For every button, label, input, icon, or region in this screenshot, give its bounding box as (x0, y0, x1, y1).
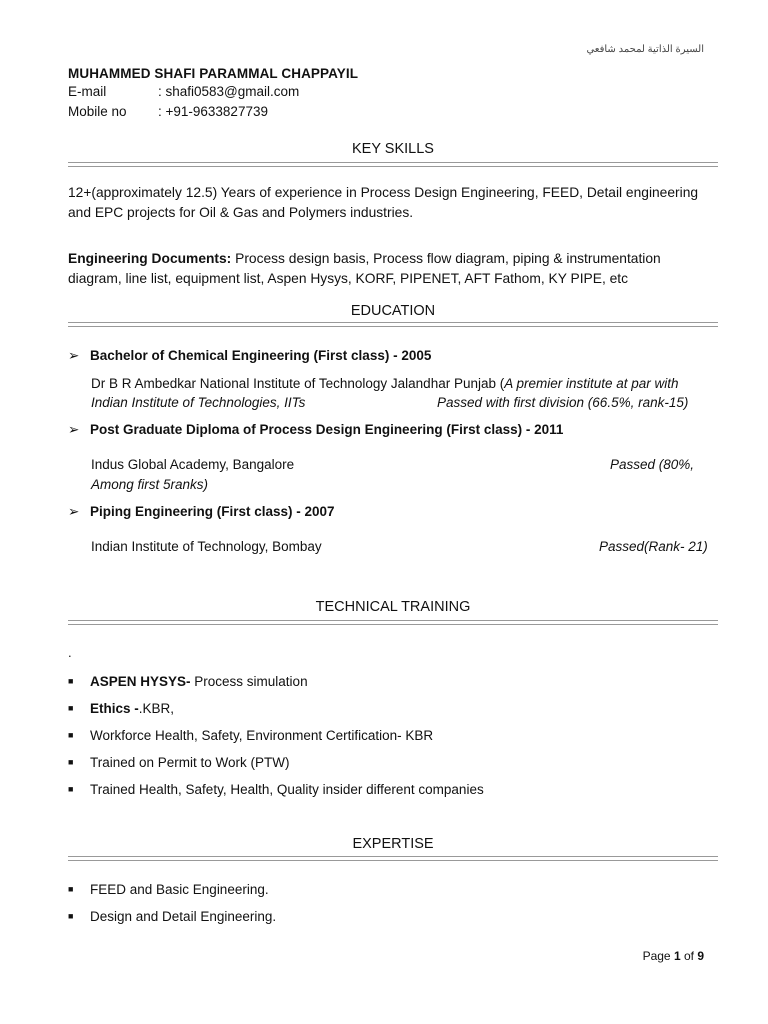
engineering-documents (68, 249, 705, 289)
education-item-heading (68, 348, 431, 364)
education-item-heading (68, 504, 335, 520)
stray-dot: . (68, 645, 72, 660)
email-value: : shafi0583@gmail.com (158, 84, 300, 99)
institution-line: Indian Institute of Technologies, IITs (91, 395, 306, 410)
page-of: of (680, 949, 698, 963)
arrow-bullet-icon: ➢ (68, 422, 80, 437)
square-bullet-icon: ■ (68, 730, 74, 740)
institution-line: Indus Global Academy, Bangalore (91, 457, 295, 472)
institution-line (91, 376, 679, 391)
technical-training-title: TECHNICAL TRAINING (315, 599, 471, 615)
expertise-text: Design and Detail Engineering. (90, 909, 277, 924)
institution-name: Dr B R Ambedkar National Institute of Technology Jalandhar Punjab ( (91, 376, 505, 391)
training-text: Workforce Health, Safety, Environment Certification- KBR (90, 728, 434, 743)
experience-summary (68, 183, 705, 223)
arabic-header-note: السيرة الذاتية لمحمد شافعي (586, 44, 704, 55)
square-bullet-icon: ■ (68, 757, 74, 767)
list-item (68, 701, 174, 716)
square-bullet-icon: ■ (68, 911, 74, 921)
education-title: EDUCATION (350, 303, 436, 319)
result-text: Passed with first division (66.5%, rank-15) (437, 395, 689, 410)
email-row (68, 84, 299, 99)
list-item (68, 909, 276, 924)
page-current: 1 (673, 949, 681, 963)
documents-line: diagram, line list, equipment list, Aspen Hysys, KORF, PIPENET, AFT Fathom, KY PIPE, etc (68, 271, 629, 286)
list-item (68, 755, 290, 770)
page-word: Page (642, 949, 674, 963)
institution-line: Indian Institute of Technology, Bombay (91, 539, 322, 554)
documents-text: Process design basis, Process flow diagram, piping & instrumentation (231, 251, 661, 266)
arrow-bullet-icon: ➢ (68, 348, 80, 363)
list-item (68, 728, 433, 743)
result-text: Among first 5ranks) (91, 477, 209, 492)
mobile-value: : +91-9633827739 (158, 104, 268, 119)
mobile-label: Mobile no (68, 104, 127, 119)
square-bullet-icon: ■ (68, 676, 74, 686)
page-number (643, 949, 704, 963)
candidate-name: MUHAMMED SHAFI PARAMMAL CHAPPAYIL (68, 66, 359, 81)
expertise-title: EXPERTISE (352, 836, 434, 852)
training-text: Trained on Permit to Work (PTW) (90, 755, 290, 770)
documents-label: Engineering Documents: (68, 251, 232, 266)
summary-line: and EPC projects for Oil & Gas and Polymers industries. (68, 205, 414, 220)
training-text: Process simulation (190, 674, 308, 689)
arrow-bullet-icon: ➢ (68, 504, 80, 519)
result-text: Passed (80%, (610, 457, 695, 472)
education-item-heading (68, 422, 563, 438)
square-bullet-icon: ■ (68, 784, 74, 794)
degree-title: Piping Engineering (First class) - 2007 (90, 504, 335, 519)
list-item (68, 674, 308, 689)
email-label: E-mail (68, 84, 107, 99)
expertise-text: FEED and Basic Engineering. (90, 882, 269, 897)
section-divider (68, 620, 718, 625)
square-bullet-icon: ■ (68, 884, 74, 894)
section-divider (68, 322, 718, 327)
mobile-row (68, 104, 268, 119)
training-text: Trained Health, Safety, Health, Quality insider different companies (90, 782, 484, 797)
list-item (68, 782, 484, 797)
institution-note: A premier institute at par with (504, 376, 679, 391)
documents-line (68, 249, 705, 269)
section-divider (68, 162, 718, 167)
training-name: Ethics - (90, 701, 139, 716)
degree-title: Post Graduate Diploma of Process Design Engineering (First class) - 2011 (90, 422, 564, 437)
key-skills-title: KEY SKILLS (352, 141, 434, 157)
list-item (68, 882, 269, 897)
square-bullet-icon: ■ (68, 703, 74, 713)
training-name: ASPEN HYSYS- (90, 674, 191, 689)
degree-title: Bachelor of Chemical Engineering (First class) - 2005 (90, 348, 432, 363)
training-text: .KBR, (138, 701, 175, 716)
summary-line: 12+(approximately 12.5) Years of experience in Process Design Engineering, FEED, Detail engineering (68, 185, 699, 200)
result-text: Passed(Rank- 21) (599, 539, 708, 554)
section-divider (68, 856, 718, 861)
page-total: 9 (697, 949, 704, 963)
